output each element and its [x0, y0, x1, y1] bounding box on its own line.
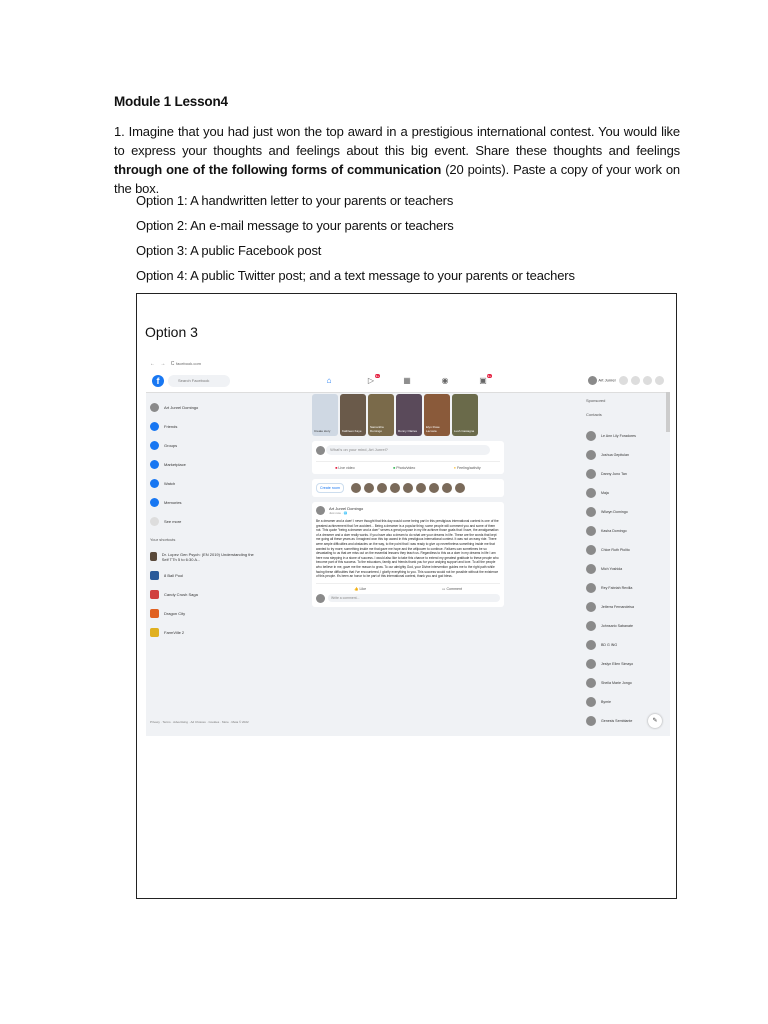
- left-item-icon: [150, 517, 159, 526]
- sponsored-heading: Sponsored: [586, 398, 606, 403]
- shortcut-icon: [150, 590, 159, 599]
- left-item-label: Art Junrel Domingo: [164, 405, 199, 410]
- question-bold: through one of the following forms of communication: [114, 162, 442, 177]
- left-item: [150, 398, 260, 417]
- shortcut-icon: [150, 571, 159, 580]
- left-item-icon: [150, 403, 159, 412]
- contact-name: BD G ING: [601, 642, 618, 647]
- options-list: [136, 188, 575, 288]
- shortcut-label: Dragon City: [164, 611, 186, 616]
- contact-row: [586, 635, 666, 654]
- composer-avatar: [316, 446, 325, 455]
- like-button: [354, 587, 366, 591]
- contact-avatar: [586, 488, 596, 498]
- photo-video-action: [393, 466, 415, 470]
- left-item-label: See more: [164, 519, 182, 524]
- option-1: Option 1: A handwritten letter to your parents or teachers: [136, 193, 454, 208]
- comment-icon: ▭: [442, 586, 446, 591]
- left-item: [150, 474, 260, 493]
- left-item-label: Groups: [164, 443, 178, 448]
- feeling-label: Feeling/activity: [456, 466, 481, 470]
- contact-row: [586, 673, 666, 692]
- question-part1: 1. Imagine that you had just won the top award in a prestigious international contest. You would like to express your thoughts and feelings about this big event. Share these thoughts and feelings: [114, 124, 680, 158]
- fb-footer: Privacy · Terms · Advertising · Ad Choices · Cookies · More · Meta © 2022: [150, 720, 249, 724]
- gaming-icon: ▣ 9+: [479, 374, 491, 385]
- facebook-screenshot: [146, 358, 670, 736]
- contact-row: [586, 483, 666, 502]
- room-avatar: [416, 483, 426, 493]
- contact-avatar: [586, 697, 596, 707]
- create-room-button: Create room: [316, 483, 344, 493]
- menu-icon: [619, 376, 628, 385]
- contact-avatar: [586, 640, 596, 650]
- question-part2: (20 points). Paste a copy of your work on the box.: [114, 162, 680, 196]
- video-icon: ■: [335, 466, 338, 470]
- rooms-card: [312, 479, 504, 497]
- shortcut-label: Dr. Lopez Gen Psych: (EN 2019) Understanding the Self TTh 5 to 6:30 A...: [161, 551, 254, 562]
- left-item-icon: [150, 441, 159, 450]
- left-item-icon: [150, 479, 159, 488]
- post-card: [312, 502, 504, 607]
- contact-avatar: [586, 602, 596, 612]
- option-2: Option 2: An e-mail message to your parents or teachers: [136, 218, 454, 233]
- new-message-icon: ✎: [648, 714, 662, 728]
- contact-avatar: [586, 564, 596, 574]
- left-item-label: Watch: [164, 481, 176, 486]
- contact-avatar: [586, 507, 596, 517]
- left-item-label: Friends: [164, 424, 178, 429]
- left-item: [150, 436, 260, 455]
- fb-right-nav: [588, 376, 664, 385]
- room-avatar: [377, 483, 387, 493]
- contacts-list: [586, 426, 666, 730]
- contact-name: Mich Yoshida: [601, 566, 623, 571]
- live-video-label: Live video: [338, 466, 355, 470]
- story-label: Elyn Rose Lacosta: [426, 425, 440, 433]
- contact-avatar: [586, 545, 596, 555]
- contact-row: [586, 426, 666, 445]
- scrollbar: [666, 392, 670, 432]
- post-meta: Just now · 🌐: [329, 511, 348, 515]
- left-item-label: Memories: [164, 500, 182, 505]
- user-avatar: [588, 376, 597, 385]
- fb-center-feed: [312, 394, 504, 607]
- contact-name: Sheila Marie Jongo: [601, 680, 632, 685]
- contact-row: [586, 616, 666, 635]
- contact-row: [586, 578, 666, 597]
- story-label: Create story: [314, 429, 331, 433]
- contact-row: [586, 445, 666, 464]
- contacts-heading: Contacts: [586, 412, 602, 417]
- messenger-icon: [631, 376, 640, 385]
- post-composer: [312, 441, 504, 474]
- browser-controls-icon: ← → C: [150, 361, 177, 367]
- contact-name: Kasha Domingo: [601, 528, 627, 533]
- option-4: Option 4: A public Twitter post; and a text message to your parents or teachers: [136, 268, 575, 283]
- room-avatar: [442, 483, 452, 493]
- contact-avatar: [586, 526, 596, 536]
- left-item-label: Marketplace: [164, 462, 186, 467]
- contact-avatar: [586, 716, 596, 726]
- left-item: [150, 493, 260, 512]
- left-item: [150, 512, 260, 531]
- live-video-action: [335, 466, 354, 470]
- story-card: [312, 394, 338, 436]
- room-avatar: [364, 483, 374, 493]
- story-label: Kathleen Kaye: [342, 429, 362, 433]
- contact-name: Bymie: [601, 699, 611, 704]
- room-avatar: [429, 483, 439, 493]
- story-label: Ronny Olaires: [398, 429, 418, 433]
- fb-left-sidebar: [150, 398, 260, 642]
- browser-url: facebook.com: [176, 361, 201, 366]
- user-short-name: Art Junrel: [598, 377, 616, 383]
- contact-avatar: [586, 621, 596, 631]
- contact-row: [586, 654, 666, 673]
- contact-name: Genesis Semblante: [601, 718, 633, 723]
- post-header: [316, 506, 500, 515]
- contact-name: Maja: [601, 490, 609, 495]
- home-icon: ⌂: [326, 376, 332, 385]
- marketplace-icon: ▦: [403, 376, 411, 385]
- option-3: Option 3: A public Facebook post: [136, 243, 322, 258]
- story-card: [340, 394, 366, 436]
- facebook-logo-icon: f: [152, 375, 164, 387]
- room-avatar: [390, 483, 400, 493]
- watch-icon: ▷ 9+: [367, 374, 379, 385]
- contact-row: [586, 464, 666, 483]
- shortcut-item: [150, 604, 260, 623]
- like-label: Like: [359, 586, 367, 591]
- room-avatar: [455, 483, 465, 493]
- room-avatar: [403, 483, 413, 493]
- module-title: Module 1 Lesson4: [114, 94, 228, 109]
- post-actions: [316, 583, 500, 591]
- post-author-block: [329, 506, 363, 515]
- shortcut-icon: [150, 609, 159, 618]
- room-avatar: [351, 483, 361, 493]
- left-item-icon: [150, 460, 159, 469]
- shortcut-item: [150, 585, 260, 604]
- post-author: Art Junrel Domingo: [329, 506, 364, 511]
- contact-name: Chloe Ruth Piolito: [601, 547, 630, 552]
- contact-avatar: [586, 450, 596, 460]
- story-label: Samantha Domingo: [370, 425, 384, 433]
- story-card: [368, 394, 394, 436]
- composer-input: What's on your mind, Art Junrel?: [326, 445, 490, 455]
- shortcut-icon: [150, 628, 159, 637]
- shortcut-item: [150, 547, 260, 566]
- notifications-icon: [643, 376, 652, 385]
- answer-box: [136, 293, 677, 899]
- story-card: [396, 394, 422, 436]
- comment-row: [316, 594, 500, 603]
- box-label: Option 3: [145, 324, 198, 340]
- contact-row: [586, 559, 666, 578]
- photo-icon: ■: [393, 466, 396, 470]
- contact-name: Joshua Gepitulan: [601, 452, 629, 457]
- comment-label: Comment: [446, 586, 463, 591]
- contact-row: [586, 597, 666, 616]
- contact-name: Danny Juno Tan: [601, 471, 627, 476]
- post-avatar: [316, 506, 325, 515]
- post-body: Be a dreamer and a doer! I never thought that this day would come being part in this prestigious international contest is one of the greatest achievement that I've accident... Being a dreamer is a popular thing; some people will comment you and some of them not. This quote "being a dreamer and a doer" serves a great purpose in my life achieve those goals that I have, the amalgamation of a dreamer and a doer really works. If you have also a dream to do what are your dreams in life. These are the words that kept me going all these years as I imagined won this top award in this prestigious international contest. It was not an easy ride. There were ample difficulties and obstacles on the way, to the point that I was ready to give up nevertheless something inside me that wanted to try more; something inside me that gave me hope and the willpower to continue. Failures can sometimes be so devastating to us that we miss out on the essential lessons they teach us. Regardless to this as a doer in my dreams in life I am here now stepping in a stone of success. I would also like to take this chance to extend my greatest gratitude to these people who become part of this success. To the educators, family and friends thank you for your undying support and love. To all the people who believe in me, gave me the reason to grow. To our almighty God, your Divine intervention guides me to the right path while facing these difficulties that I've encountered, I glorify everything to you. This success would not be possible without the existence of this people. It's been an honor to be part of this international contest, thank you and god bless.: [316, 519, 499, 579]
- comment-avatar: [316, 594, 325, 603]
- shortcut-label: FarmVille 2: [164, 630, 185, 635]
- contact-name: Jetlerra Fernandeisa: [601, 604, 634, 609]
- feeling-action: [454, 466, 481, 470]
- story-card: [452, 394, 478, 436]
- photo-video-label: Photo/video: [396, 466, 416, 470]
- comment-button: [442, 587, 462, 591]
- contact-row: [586, 540, 666, 559]
- story-label: Lush Castagna: [454, 429, 475, 433]
- contact-avatar: [586, 583, 596, 593]
- thumbs-up-icon: 👍: [353, 586, 359, 591]
- contact-row: [586, 692, 666, 711]
- contact-name: Johnsario Sabanate: [601, 623, 633, 628]
- contact-avatar: [586, 678, 596, 688]
- left-item: [150, 455, 260, 474]
- contact-name: Jeslyn Ellen Simayo: [601, 661, 634, 666]
- left-item-icon: [150, 422, 159, 431]
- fb-search-input: Search Facebook: [168, 375, 230, 387]
- contact-name: Wilwyn Domingo: [601, 509, 628, 514]
- contact-name: Rey Fabriah Revilla: [601, 585, 633, 590]
- feeling-icon: ●: [453, 466, 456, 470]
- contact-avatar: [586, 431, 596, 441]
- contact-avatar: [586, 469, 596, 479]
- composer-actions: [316, 461, 500, 470]
- left-item-icon: [150, 498, 159, 507]
- shortcut-item: [150, 623, 260, 642]
- stories-row: [312, 394, 504, 436]
- groups-icon: ◉: [441, 376, 449, 385]
- left-item: [150, 417, 260, 436]
- shortcut-item: [150, 566, 260, 585]
- contact-name: Le Ann Lily Foradores: [601, 433, 636, 438]
- shortcut-label: Candy Crush Saga: [164, 592, 198, 597]
- question-text: [114, 122, 680, 198]
- shortcut-icon: [150, 552, 157, 561]
- contact-row: [586, 521, 666, 540]
- story-card: [424, 394, 450, 436]
- contact-row: [586, 502, 666, 521]
- account-icon: [655, 376, 664, 385]
- contact-avatar: [586, 659, 596, 669]
- fb-right-sidebar: [586, 398, 666, 730]
- shortcuts-heading: Your shortcuts: [150, 537, 176, 542]
- fb-topbar: [146, 370, 670, 393]
- shortcut-label: 8 Ball Pool: [164, 573, 184, 578]
- comment-input: Write a comment...: [328, 594, 500, 602]
